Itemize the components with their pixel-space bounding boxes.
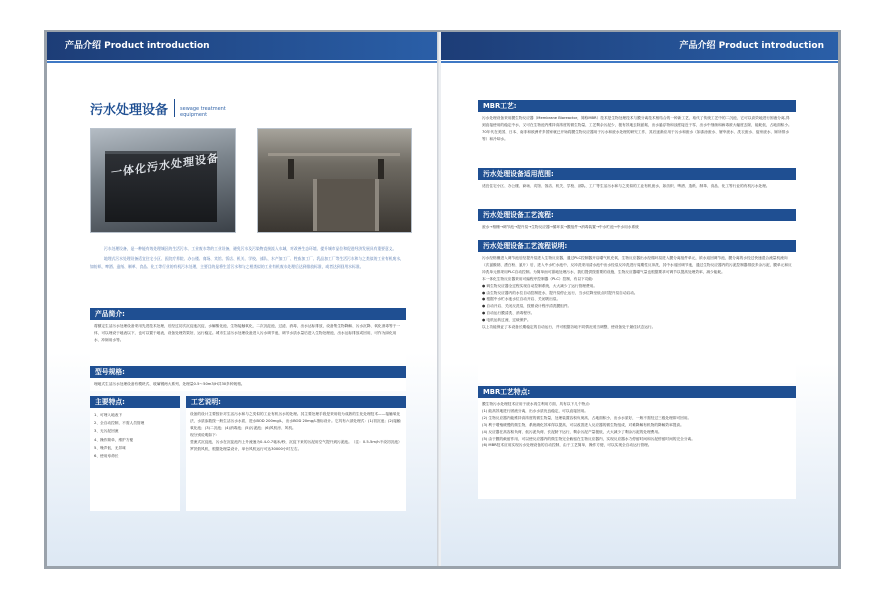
feature-item: 1、可埋入地表下 [94, 413, 123, 417]
section-title: 污水处理设备工艺流程说明: [478, 240, 796, 252]
section-tedian [90, 396, 180, 511]
site-rail-image [268, 153, 400, 156]
plc-function-item: ● 根据中水贮水池水位自动开启、关闭吸出泵。 [482, 297, 561, 302]
intro-paragraph: 地埋式污水处理设备适宜住宅小区、医院疗养院、办公楼、商场、宾馆、饭店、机关、学校、部队、水产加工厂、牲畜加工厂、乳品加工厂等生活污水和与之类似的工业有机废水，如纺织、啤酒、造纸、制革、食品、化工等行业的有机污水处理，主要目的是将生活污水和与之相类似的工业有机废水处理后达到排放标准，或者达到回用水标准。 [90, 255, 404, 270]
mbr-feature-item: (3) 利于增殖缓慢的微生物，系统硝化效率得以提高，可以改善进入反应器的微生物组成，对难降解有机物的降解效率提高。 [482, 422, 684, 427]
section-title: 产品简介: [90, 308, 406, 320]
section-liucheng [478, 209, 796, 236]
plc-summary: 以上功能保证了本设备长期稳定的自动运行，并可根据各地不同情况适当调整，使设备处于最佳状态运行。 [482, 325, 656, 330]
section-body: 将额定生活污水处理设备采用先进技术处理，后经过初次沉淀池沉淀，水解酸化池，生物接触氧化，二次沉淀池，过滤、消毒，出水达标排放，设备集生物降解、污水沉降、氧化消毒等于一体，可以埋设于地表以下，也可以置于地表，设备处理效果好，运行稳定。城市生活污水处理设备进入污水调节池，调节水质水量后进入生物处理池，出水达标排放或回用，可作为绿化用水、冲厕用水等。 [90, 320, 406, 363]
right-header-text: 产品介绍 Product introduction [679, 41, 824, 51]
section-title: MBR工艺: [478, 100, 796, 112]
section-body [90, 408, 180, 511]
feature-item: 2、全自动控制，不需人员管理 [94, 421, 145, 426]
equipment-photo [90, 128, 236, 233]
intro-paragraph: 污水处理设备，是一种能有效处理城区的生活污水、工业废水等的工业设备，避免污水及污染物直接流入水域，对改善生态环境、提升城市品位和促进经济发展具有重要意义。 [104, 246, 397, 251]
section-xinghao [90, 366, 406, 391]
plc-function-item: ● 自动开启、关闭反洗泵，按照设计程序清洗膜组件。 [482, 304, 572, 309]
feature-item: 6、使用寿命长 [94, 454, 119, 459]
section-body [186, 408, 406, 511]
product-title [90, 96, 232, 118]
section-mbr-tedian [478, 386, 796, 499]
section-title: MBR工艺特点: [478, 386, 796, 398]
mbr-feature-item: (1) 能高效地进行固液分离，出水水质优良稳定，可以直接回用。 [482, 408, 588, 413]
section-title: 工艺说明: [186, 396, 406, 408]
section-title: 污水处理设备适用范围: [478, 168, 796, 180]
process-paragraph: 罗茨鼓风机，根据处理量设计，单台风机运行可达30000小时左右。 [190, 446, 302, 451]
section-gongyi [186, 396, 406, 511]
section-body: 埋地式生活污水处理设备有模块式、玻璃钢两大系列，处理量0.5～50m3/H共30多种规格。 [90, 378, 406, 391]
section-title: 主要特点: [90, 396, 180, 408]
site-channel-image [313, 179, 379, 231]
section-fanwei [478, 168, 796, 205]
mbr-feature-item: (4) 反应器在高容积负荷、低污泥负荷、长泥龄下运行，剩余污泥产量极低，大大减少了剩余污泥的处理费用。 [482, 429, 662, 434]
mbr-feature-item: (2) 生物反应器内能维持高浓度的微生物量，处理装置容积负荷高，占地面积小，出水水质好，一般不需经过三级处理即可回用。 [482, 415, 692, 420]
feature-item: 3、无污泥回流 [94, 429, 119, 434]
process-paragraph: 现分别说明如下： [190, 432, 220, 437]
mbr-feature-intro: 膜生物污水处理技术应用于废水再生利用方面，具有以下几个特点: [482, 402, 591, 406]
section-body: 废水→格栅→调节池→提升泵→生物反应器→循环泵→膜组件→消毒装置→中水贮池→中水用水系统 [478, 221, 796, 236]
intro-text [90, 245, 405, 273]
tank-label: 一体化污水处理设备 [111, 151, 219, 180]
plc-intro: 本一体化生物反应器采用可编程序控制器（PLC）控制，有以下功能: [482, 276, 594, 281]
section-shuoming [478, 240, 796, 383]
right-header-bar [441, 32, 838, 60]
plc-function-item: ● 电机运转过流、过载保护。 [482, 318, 531, 323]
left-header-text: 产品介绍 Product introduction [65, 41, 210, 51]
section-mbr [478, 100, 796, 163]
product-title-en: sewage treatment equipment [180, 106, 226, 118]
section-jianjie [90, 308, 406, 363]
plc-function-item: ● 由生物反应器内的水位自动控制进水，提升泵停止运行，当水位降至低点时提升泵自动启动。 [482, 290, 638, 295]
feature-item: 5、噪声低，无异味 [94, 445, 126, 450]
section-body: 污水处理设备采用膜生物反应器（Membrane Bioreactor，简称MBR）技术是生物处理技术与膜分离技术相结合的一种新工艺，取代了传统工艺中的二沉池，它可以高效地进行固液分离,得到直接使用的稳定中水，又可在生物池内维持高浓度的微生物量，工艺剩余污泥少，极有效地去除氨氮，出水悬浮物和浊度接近于零，出水中细菌和病毒被大幅度去除，能耗低，占地面积小。70年代在美国、日本、南非和欧洲许多国家就已开始将膜生物反应器用于污水和废水处理的研究工作，其后逐渐应用于污水和废水（如漆涂废水、屠宰废水、洗衣废水、厨房废水、厕所排水等）和冷却水。 [478, 112, 796, 163]
process-paragraph: 设备的设计主要按针对生活污水和与之类似的工业有机污水的处理。其主要处理手段是采用较为成熟的生化处理技术——接触氧化法，水质参数按一般生活污水水质，进水BOD 200mg/L，出水BOD 20mg/L指标设计。它具有六部处理式：(1)初沉池；(2)接触氧化池；(3)二沉池；(4)消毒池；(5)污泥池；(6)风机房、风机。 [190, 412, 401, 430]
section-body [478, 398, 796, 499]
flow-description: 污水经格栅进入调节池后经提升泵进入生物反应器，通过PLC控制器开启曝气机充氧，生物反应器出水经循环泵进入膜分离组件单元，浓水返回调节池，膜分离的水经过快速混合流量机流向（次氯酸钠、漂白粉、氯片）后，进入中水贮水池中，反冲洗采用清水池中出水经泵反冲洗进行周期性反冲洗，其中水返回调节池，通过生物反应器内的污泥控制器排放多余污泥，膜单元和反冲洗单元都采用PLC自动控制。为简单而可靠地处理污水，我们提供按需要的设施，生物反应器曝气量也根据要求可调节以提高处理效率，减少能耗。 [482, 256, 792, 274]
site-photo [257, 128, 412, 233]
plc-function-item: ● 自动运行膜清洗、消毒程序。 [482, 311, 535, 316]
section-title: 型号规格: [90, 366, 406, 378]
title-divider [174, 99, 175, 117]
section-title: 污水处理设备工艺流程: [478, 209, 796, 221]
section-body [478, 252, 796, 383]
mbr-feature-item: (6) MBR技术应用实现污水处理设备的自动控制，由于工艺简单，操作方便，可以实现全自动运行管理。 [482, 443, 652, 448]
process-paragraph: 竖流式沉淀池，污水在沉淀池内上升流速为0.4-0.7毫米/秒，沉淀下来的污泥用空气提升到污泥池。（注：0.5-5m/h不设初沉池） [190, 439, 402, 444]
left-header-bar [47, 32, 439, 60]
site-pipe-image [288, 159, 294, 179]
feature-item: 4、操作简单，维护方便 [94, 437, 134, 442]
site-pipe-image [378, 159, 384, 179]
section-body: 适宜住宅小区、办公楼、商场、宾馆、饭店、机关、学校、部队、工厂等生活污水和与之类似的工业有机废水，如纺织、啤酒、造纸、制革、食品、化工等行业的有机污水处理。 [478, 180, 796, 205]
product-title-cn: 污水处理设备 [90, 103, 169, 118]
mbr-feature-item: (5) 由于膜的截留作用，可以使反应器内的微生物完全截留在生物反应器内，实现反应器水力停留时间和污泥停留时间的完全分离。 [482, 436, 695, 441]
plc-function-item: ● 调生物反应器全过程实现自动控制系统，大大减少了运行管理费用。 [482, 283, 598, 288]
